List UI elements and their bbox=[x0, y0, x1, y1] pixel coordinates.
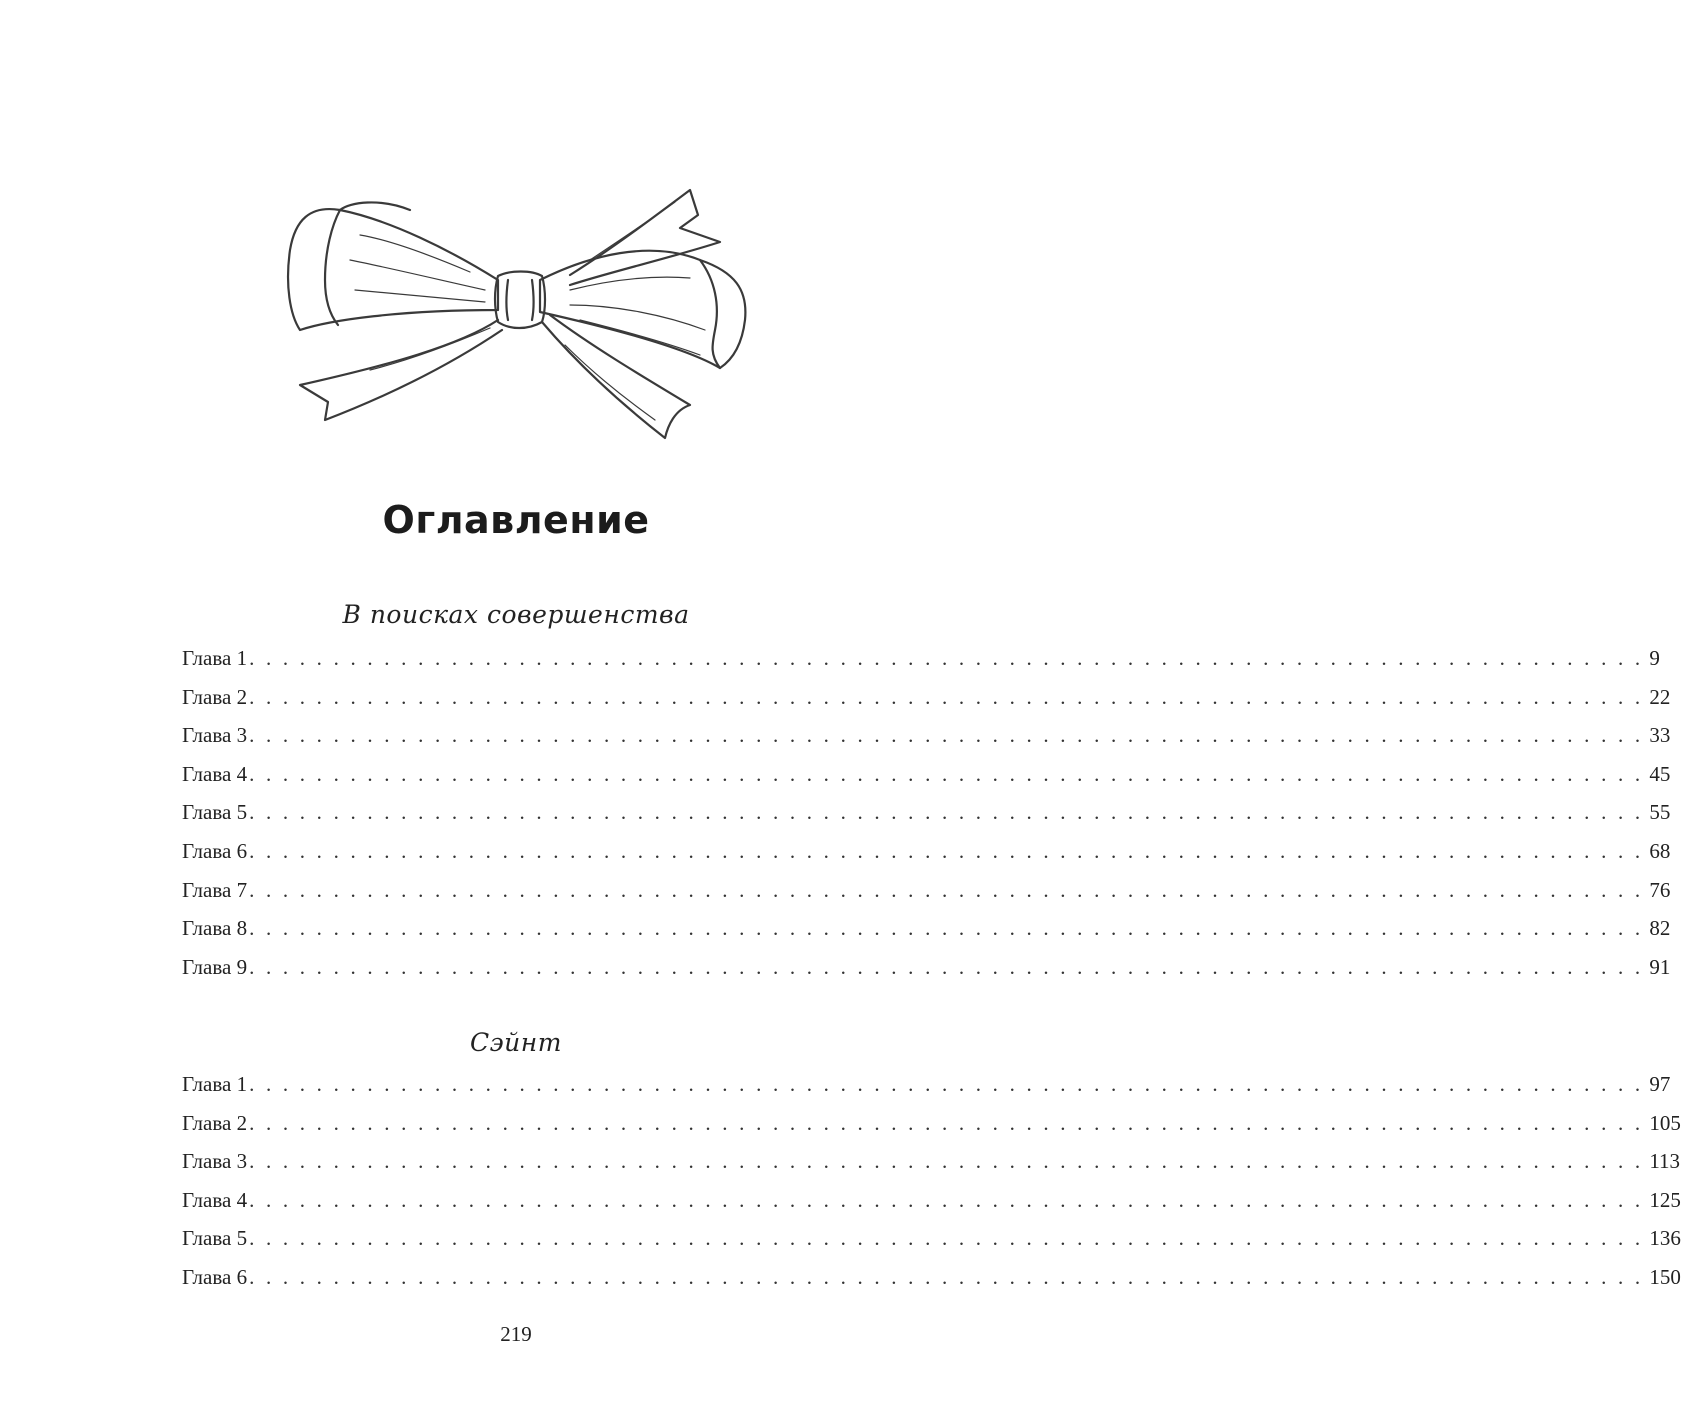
page-number: 219 bbox=[500, 1322, 532, 1346]
toc-leader-dots: . . . . . . . . . . . . . . . . . . . . . . . . . . . . . . . . . . . . . . . . . . . . . . . . . . . . . . . . . . . . . . . . . . . . . . . . . . . . . . . . . . . bbox=[249, 761, 1644, 786]
toc-leader-dots: . . . . . . . . . . . . . . . . . . . . . . . . . . . . . . . . . . . . . . . . . . . . . . . . . . . . . . . . . . . . . . . . . . . . . . . . . . . . . . . . . . . bbox=[249, 954, 1644, 979]
toc-entry-label: Глава 5 bbox=[182, 800, 248, 825]
toc-list bbox=[182, 1072, 1681, 1304]
toc-entry-page: 55 bbox=[1649, 800, 1671, 825]
toc-leader-dots: . . . . . . . . . . . . . . . . . . . . . . . . . . . . . . . . . . . . . . . . . . . . . . . . . . . . . . . . . . . . . . . . . . . . . . . . . . . . . . . . . . . bbox=[249, 1187, 1644, 1212]
toc-entry-page: 125 bbox=[1649, 1187, 1681, 1212]
toc-entry[interactable] bbox=[182, 723, 1671, 762]
toc-leader-dots: . . . . . . . . . . . . . . . . . . . . . . . . . . . . . . . . . . . . . . . . . . . . . . . . . . . . . . . . . . . . . . . . . . . . . . . . . . . . . . . . . . . bbox=[249, 723, 1644, 748]
toc-entry[interactable] bbox=[182, 646, 1660, 685]
toc-entry-label: Глава 4 bbox=[182, 761, 248, 786]
toc-entry[interactable] bbox=[182, 1264, 1681, 1304]
toc-entry-label: Глава 1 bbox=[182, 1072, 248, 1096]
toc-entry-label: Глава 3 bbox=[182, 1149, 248, 1174]
toc-entry-page: 68 bbox=[1649, 838, 1671, 863]
toc-leader-dots: . . . . . . . . . . . . . . . . . . . . . . . . . . . . . . . . . . . . . . . . . . . . . . . . . . . . . . . . . . . . . . . . . . . . . . . . . . . . . . . . . . . bbox=[249, 684, 1644, 709]
toc-entry[interactable] bbox=[182, 1110, 1681, 1150]
toc-entry-label: Глава 6 bbox=[182, 1264, 248, 1289]
toc-entry[interactable] bbox=[182, 761, 1671, 801]
toc-entry-label: Глава 4 bbox=[182, 1187, 248, 1212]
toc-entry[interactable] bbox=[182, 954, 1671, 994]
toc-leader-dots: . . . . . . . . . . . . . . . . . . . . . . . . . . . . . . . . . . . . . . . . . . . . . . . . . . . . . . . . . . . . . . . . . . . . . . . . . . . . . . . . . . . bbox=[249, 1264, 1644, 1289]
page-title: Оглавление bbox=[382, 498, 650, 542]
toc-entry-page: 22 bbox=[1649, 684, 1671, 709]
toc-entry-label: Глава 5 bbox=[182, 1226, 248, 1251]
toc-leader-dots: . . . . . . . . . . . . . . . . . . . . . . . . . . . . . . . . . . . . . . . . . . . . . . . . . . . . . . . . . . . . . . . . . . . . . . . . . . . . . . . . . . . bbox=[249, 1226, 1644, 1251]
toc-entry-page: 82 bbox=[1649, 916, 1671, 941]
toc-leader-dots: . . . . . . . . . . . . . . . . . . . . . . . . . . . . . . . . . . . . . . . . . . . . . . . . . . . . . . . . . . . . . . . . . . . . . . . . . . . . . . . . . . . bbox=[249, 1072, 1644, 1096]
toc-entry-page: 97 bbox=[1649, 1072, 1671, 1096]
toc-leader-dots: . . . . . . . . . . . . . . . . . . . . . . . . . . . . . . . . . . . . . . . . . . . . . . . . . . . . . . . . . . . . . . . . . . . . . . . . . . . . . . . . . . . bbox=[249, 877, 1644, 902]
toc-entry-page: 45 bbox=[1649, 761, 1671, 786]
ribbon-bow-icon bbox=[270, 180, 760, 450]
toc-entry-label: Глава 6 bbox=[182, 838, 248, 863]
toc-entry-page: 91 bbox=[1649, 954, 1671, 979]
toc-entry-page: 9 bbox=[1649, 646, 1660, 670]
toc-list bbox=[182, 646, 1671, 993]
toc-entry-page: 150 bbox=[1649, 1264, 1681, 1289]
toc-entry[interactable] bbox=[182, 800, 1671, 839]
toc-entry[interactable] bbox=[182, 1226, 1681, 1265]
toc-entry-label: Глава 3 bbox=[182, 723, 248, 748]
toc-leader-dots: . . . . . . . . . . . . . . . . . . . . . . . . . . . . . . . . . . . . . . . . . . . . . . . . . . . . . . . . . . . . . . . . . . . . . . . . . . . . . . . . . . . bbox=[249, 916, 1644, 941]
toc-entry-page: 33 bbox=[1649, 723, 1671, 748]
toc-leader-dots: . . . . . . . . . . . . . . . . . . . . . . . . . . . . . . . . . . . . . . . . . . . . . . . . . . . . . . . . . . . . . . . . . . . . . . . . . . . . . . . . . . . bbox=[249, 838, 1644, 863]
toc-entry[interactable] bbox=[182, 877, 1671, 917]
toc-entry-page: 105 bbox=[1649, 1110, 1681, 1135]
toc-entry-page: 76 bbox=[1649, 877, 1671, 902]
section-heading: В поисках совершенства bbox=[342, 600, 690, 629]
toc-entry-label: Глава 8 bbox=[182, 916, 248, 941]
toc-entry[interactable] bbox=[182, 838, 1671, 878]
toc-entry-label: Глава 1 bbox=[182, 646, 248, 670]
toc-leader-dots: . . . . . . . . . . . . . . . . . . . . . . . . . . . . . . . . . . . . . . . . . . . . . . . . . . . . . . . . . . . . . . . . . . . . . . . . . . . . . . . . . . . bbox=[249, 646, 1644, 670]
toc-entry-label: Глава 2 bbox=[182, 684, 248, 709]
toc-entry[interactable] bbox=[182, 1187, 1681, 1227]
toc-leader-dots: . . . . . . . . . . . . . . . . . . . . . . . . . . . . . . . . . . . . . . . . . . . . . . . . . . . . . . . . . . . . . . . . . . . . . . . . . . . . . . . . . . . bbox=[249, 1149, 1644, 1174]
toc-entry[interactable] bbox=[182, 684, 1671, 724]
toc-entry-label: Глава 9 bbox=[182, 954, 248, 979]
toc-entry-label: Глава 7 bbox=[182, 877, 248, 902]
toc-leader-dots: . . . . . . . . . . . . . . . . . . . . . . . . . . . . . . . . . . . . . . . . . . . . . . . . . . . . . . . . . . . . . . . . . . . . . . . . . . . . . . . . . . . bbox=[249, 800, 1644, 825]
toc-entry-label: Глава 2 bbox=[182, 1110, 248, 1135]
toc-entry[interactable] bbox=[182, 1072, 1671, 1111]
toc-entry-page: 113 bbox=[1649, 1149, 1681, 1174]
toc-entry[interactable] bbox=[182, 916, 1671, 955]
toc-entry-page: 136 bbox=[1649, 1226, 1681, 1251]
toc-entry[interactable] bbox=[182, 1149, 1681, 1188]
toc-leader-dots: . . . . . . . . . . . . . . . . . . . . . . . . . . . . . . . . . . . . . . . . . . . . . . . . . . . . . . . . . . . . . . . . . . . . . . . . . . . . . . . . . . . bbox=[249, 1110, 1644, 1135]
section-heading: Сэйнт bbox=[470, 1028, 562, 1057]
